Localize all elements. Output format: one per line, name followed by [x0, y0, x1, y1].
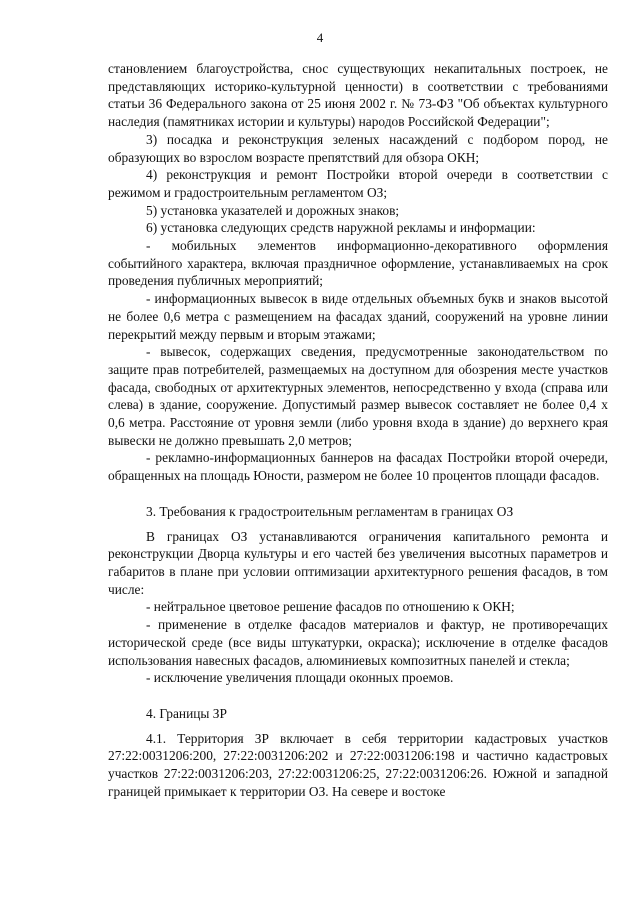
paragraph-continued: становлением благоустройства, снос существующих некапитальных построек, не представляющих историко-культурной ценности) в соответствии с требованиями статьи 36 Федерального закона от 25 июня 2002 г. № 73-ФЗ "Об объектах культурного наследия (памятниках истории и культуры) народов Российской Федерации"; — [108, 61, 608, 130]
list-item-4: 4) реконструкция и ремонт Постройки второй очереди в соответствии с режимом и градостроительным регламентом ОЗ; — [108, 167, 608, 200]
section-3-item-materials: - применение в отделке фасадов материалов и фактур, не противоречащих исторической среде (все виды штукатурки, окраска); исключение в отделке фасадов использования навесных фасадов, алюминиевых композитных панелей и стекла; — [108, 617, 608, 668]
list-item-3: 3) посадка и реконструкция зеленых насаждений с подбором пород, не образующих во взрослом возрасте препятствий для обзора ОКН; — [108, 131, 608, 165]
list-item-5: 5) установка указателей и дорожных знаков; — [146, 202, 400, 218]
section-3-item-color: - нейтральное цветовое решение фасадов по отношению к ОКН; — [146, 599, 515, 615]
sub-item-info-signs: - информационных вывесок в виде отдельных объемных букв и знаков высотой не более 0,6 метра с размещением на фасадах зданий, сооружений на уровне линии перекрытий между первым и вторым этажами; — [108, 291, 608, 342]
section-heading-4: 4. Границы ЗР — [146, 705, 227, 721]
section-3-intro: В границах ОЗ устанавливаются ограничения капитального ремонта и реконструкции Дворца культуры и его частей без увеличения высотных параметров и габаритов в плане при условии оптимизации архитектурного решения фасадов, в том числе: — [108, 528, 608, 597]
section-4-1-text: 4.1. Территория ЗР включает в себя территории кадастровых участков 27:22:0031206:200, 27:22:0031206:202 и 27:22:0031206:198 и частично кадастровых участков 27:22:0031206:203, 27:22:0031206:25, 27:22:0031206:26. Южной и западной границей примыкает к территории ОЗ. На севере и востоке — [108, 730, 608, 799]
section-heading-3: 3. Требования к градостроительным регламентам в границах ОЗ — [146, 503, 514, 519]
document-body — [108, 60, 608, 800]
sub-item-consumer-signs: - вывесок, содержащих сведения, предусмотренные законодательством по защите прав потребителей, размещаемых на доступном для обозрения месте участков фасада, свободных от архитектурных элементов, непосредственно у входа (справа или слева) в здание, сооружение. Допустимый размер вывесок составляет не более 0,4 х 0,6 метра. Расстояние от уровня земли (либо уровня входа в здание) до верхнего края вывески не должно превышать 2,0 метров; — [108, 344, 608, 448]
sub-item-mobile-elements: - мобильных элементов информационно-декоративного оформления событийного характера, включая праздничное оформление, устанавливаемых на срок проведения публичных мероприятий; — [108, 238, 608, 289]
section-3-item-windows: - исключение увеличения площади оконных проемов. — [146, 670, 454, 686]
sub-item-banners: - рекламно-информационных баннеров на фасадах Постройки второй очереди, обращенных на площадь Юности, размером не более 10 процентов площади фасадов. — [108, 450, 608, 484]
page-number: 4 — [316, 30, 324, 45]
list-item-6: 6) установка следующих средств наружной рекламы и информации: — [146, 220, 536, 236]
